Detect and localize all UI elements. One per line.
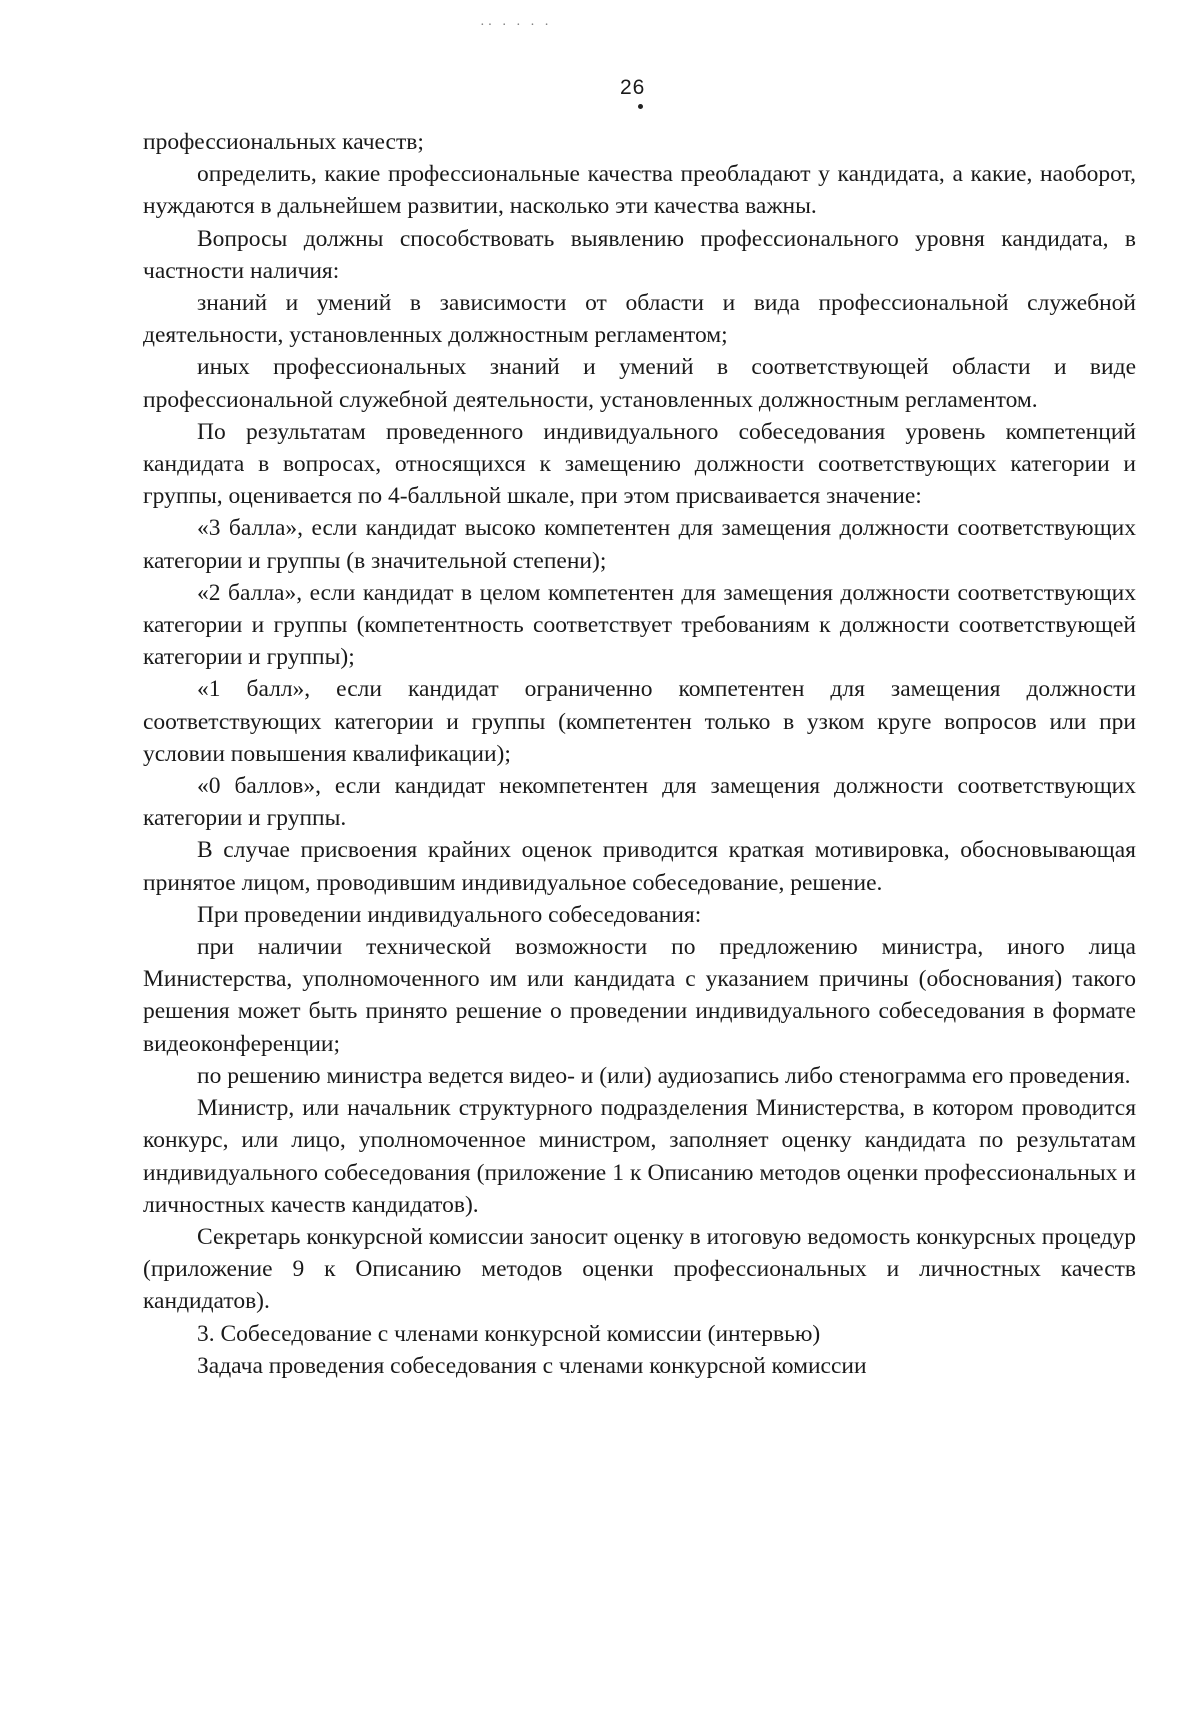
paragraph: Задача проведения собеседования с членами конкурсной комиссии <box>197 1352 867 1379</box>
section-heading: 3. Собеседование с членами конкурсной комиссии (интервью) <box>197 1320 821 1347</box>
page-number-dot <box>638 104 643 109</box>
paragraph: Секретарь конкурсной комиссии заносит оценку в итоговую ведомость конкурсных процедур (приложение 9 к Описанию методов оценки профессиональных и личностных качеств кандидатов). <box>143 1223 1136 1315</box>
paragraph: по решению министра ведется видео- и (или) аудиозапись либо стенограмма его проведения. <box>197 1062 1131 1089</box>
scan-artifact: ·· · · · · <box>480 18 552 33</box>
paragraph: В случае присвоения крайних оценок приводится краткая мотивировка, обосновывающая принятое лицом, проводившим индивидуальное собеседование, решение. <box>143 837 1136 896</box>
paragraph: Министр, или начальник структурного подразделения Министерства, в котором проводится конкурс, или лицо, уполномоченное министром, заполняет оценку кандидата по результатам индивидуального собеседования (приложение 1 к Описанию методов оценки профессиональных и личностных качеств кандидатов). <box>143 1095 1136 1218</box>
body-text <box>143 126 1136 1382</box>
paragraph: определить, какие профессиональные качества преобладают у кандидата, а какие, наоборот, нуждаются в дальнейшем развитии, насколько эти качества важны. <box>143 161 1136 220</box>
paragraph: При проведении индивидуального собеседования: <box>197 901 702 928</box>
paragraph: Вопросы должны способствовать выявлению профессионального уровня кандидата, в частности наличия: <box>143 225 1136 284</box>
paragraph: знаний и умений в зависимости от области и вида профессиональной служебной деятельности, установленных должностным регламентом; <box>143 290 1136 349</box>
page-number: 26 <box>620 76 646 99</box>
paragraph: при наличии технической возможности по предложению министра, иного лица Министерства, уполномоченного им или кандидата с указанием причины (обоснования) такого решения может быть принято решение о проведении индивидуального собеседования в формате видеоконференции; <box>143 934 1136 1057</box>
paragraph: По результатам проведенного индивидуального собеседования уровень компетенций кандидата в вопросах, относящихся к замещению должности соответствующих категории и группы, оценивается по 4-балльной шкале, при этом присваивается значение: <box>143 418 1136 510</box>
paragraph: «3 балла», если кандидат высоко компетентен для замещения должности соответствующих категории и группы (в значительной степени); <box>143 515 1136 574</box>
paragraph: «2 балла», если кандидат в целом компетентен для замещения должности соответствующих категории и группы (компетентность соответствует требованиям к должности соответствующей категории и группы); <box>143 579 1136 671</box>
paragraph: «1 балл», если кандидат ограниченно компетентен для замещения должности соответствующих категории и группы (компетентен только в узком круге вопросов или при условии повышения квалификации); <box>143 676 1136 767</box>
paragraph: «0 баллов», если кандидат некомпетентен для замещения должности соответствующих категории и группы. <box>143 773 1136 832</box>
paragraph: профессиональных качеств; <box>143 129 424 155</box>
paragraph: иных профессиональных знаний и умений в соответствующей области и виде профессиональной служебной деятельности, установленных должностным регламентом. <box>143 354 1136 413</box>
